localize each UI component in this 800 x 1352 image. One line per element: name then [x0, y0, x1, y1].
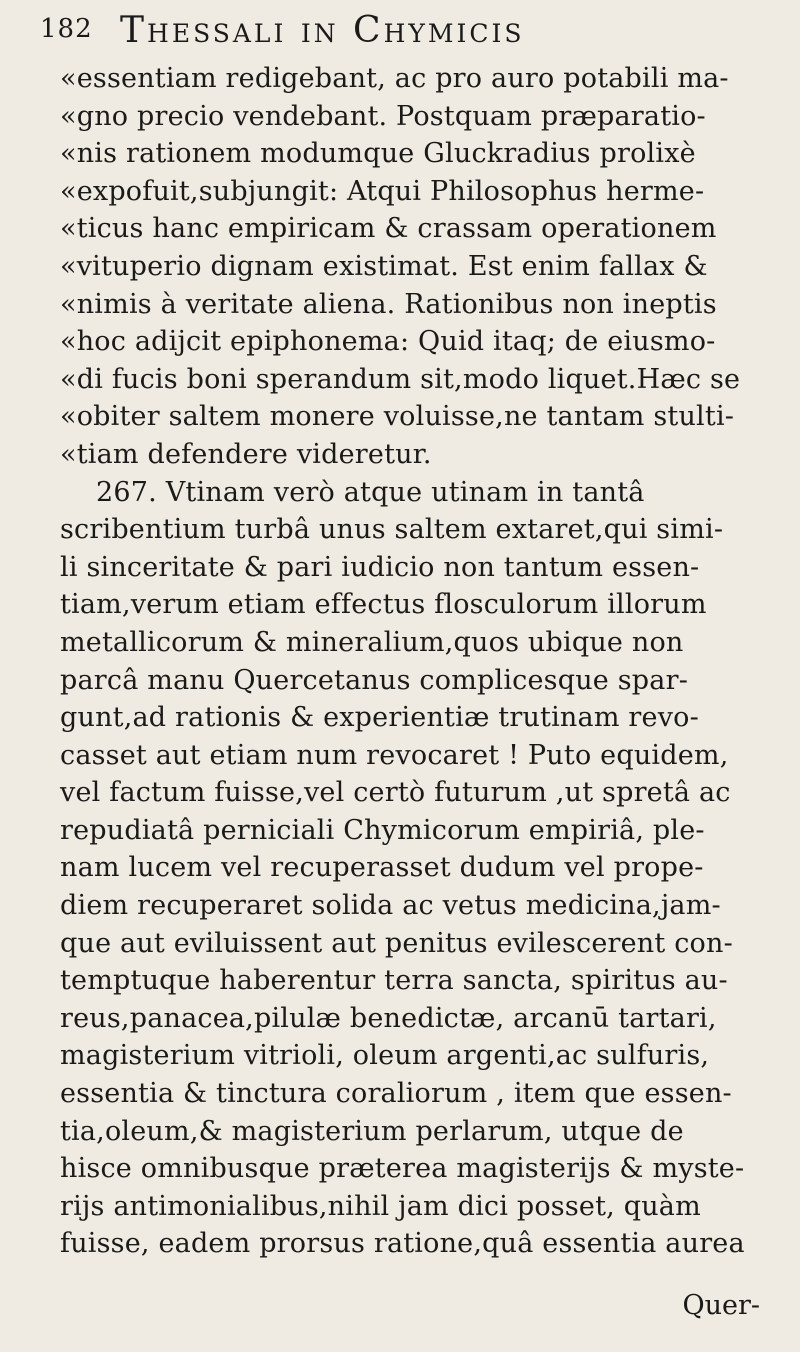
page-header	[40, 10, 780, 56]
text-line: tia,oleum,& magisterium perlarum, utque de	[60, 1115, 684, 1147]
text-line: magisterium vitrioli, oleum argenti,ac sulfuris,	[60, 1040, 710, 1072]
text-line: «nimis à veritate aliena. Rationibus non ineptis	[60, 288, 717, 320]
text-line: rijs antimonialibus,nihil jam dici posset, quàm	[60, 1190, 701, 1222]
text-line: essentia & tinctura coraliorum , item que essen-	[60, 1078, 732, 1110]
text-line: hisce omnibusque præterea magisterijs & myste-	[60, 1153, 745, 1185]
text-line: «essentiam redigebant, ac pro auro potabili ma-	[60, 63, 729, 94]
text-line: «vituperio dignam existimat. Est enim fallax &	[60, 250, 708, 282]
text-line: parcâ manu Quercetanus complicesque spar-	[60, 664, 689, 696]
text-line: vel factum fuisse,vel certò futurum ,ut spretâ ac	[60, 777, 731, 809]
text-line: que aut eviluissent aut penitus evilescerent con-	[60, 927, 733, 959]
text-line: reus,panacea,pilulæ benedictæ, arcanū tartari,	[60, 1002, 717, 1034]
text-line: «gno precio vendebant. Postquam præparatio-	[60, 100, 706, 132]
text-line: casset aut etiam num revocaret ! Puto equidem,	[60, 739, 729, 771]
text-line: «di fucis boni sperandum sit,modo liquet.Hæc se	[60, 363, 741, 395]
text-line: «obiter saltem monere voluisse,ne tantam stulti-	[60, 401, 735, 433]
text-line: «tiam defendere videretur.	[60, 438, 432, 470]
catchword: Quer-	[682, 1290, 760, 1321]
text-line: temptuque haberentur terra sancta, spiritus au-	[60, 965, 728, 997]
text-line: tiam,verum etiam effectus flosculorum illorum	[60, 589, 707, 621]
text-line: nam lucem vel recuperasset dudum vel prope-	[60, 852, 704, 884]
text-line: diem recuperaret solida ac vetus medicina,jam-	[60, 890, 721, 922]
text-line: 267. Vtinam verò atque utinam in tantâ	[96, 476, 645, 508]
page-number: 182	[40, 14, 93, 44]
text-line: «expofuit,subjungit: Atqui Philosophus herme-	[60, 175, 705, 207]
text-line: li sinceritate & pari iudicio non tantum essen-	[60, 551, 700, 583]
text-line: «nis rationem modumque Gluckradius prolixè	[60, 138, 696, 170]
running-head: Thessali in Chymicis	[120, 10, 525, 51]
body-text	[60, 60, 780, 1263]
text-line: repudiatâ perniciali Chymicorum empiriâ, ple-	[60, 814, 705, 846]
text-line: fuisse, eadem prorsus ratione,quâ essentia aurea	[60, 1228, 745, 1260]
text-line: metallicorum & mineralium,quos ubique non	[60, 626, 684, 658]
text-line: «ticus hanc empiricam & crassam operationem	[60, 213, 717, 245]
text-line: «hoc adijcit epiphonema: Quid itaq; de eiusmo-	[60, 326, 716, 358]
text-line: gunt,ad rationis & experientiæ trutinam revo-	[60, 702, 699, 734]
text-line: scribentium turbâ unus saltem extaret,qui simi-	[60, 514, 724, 546]
